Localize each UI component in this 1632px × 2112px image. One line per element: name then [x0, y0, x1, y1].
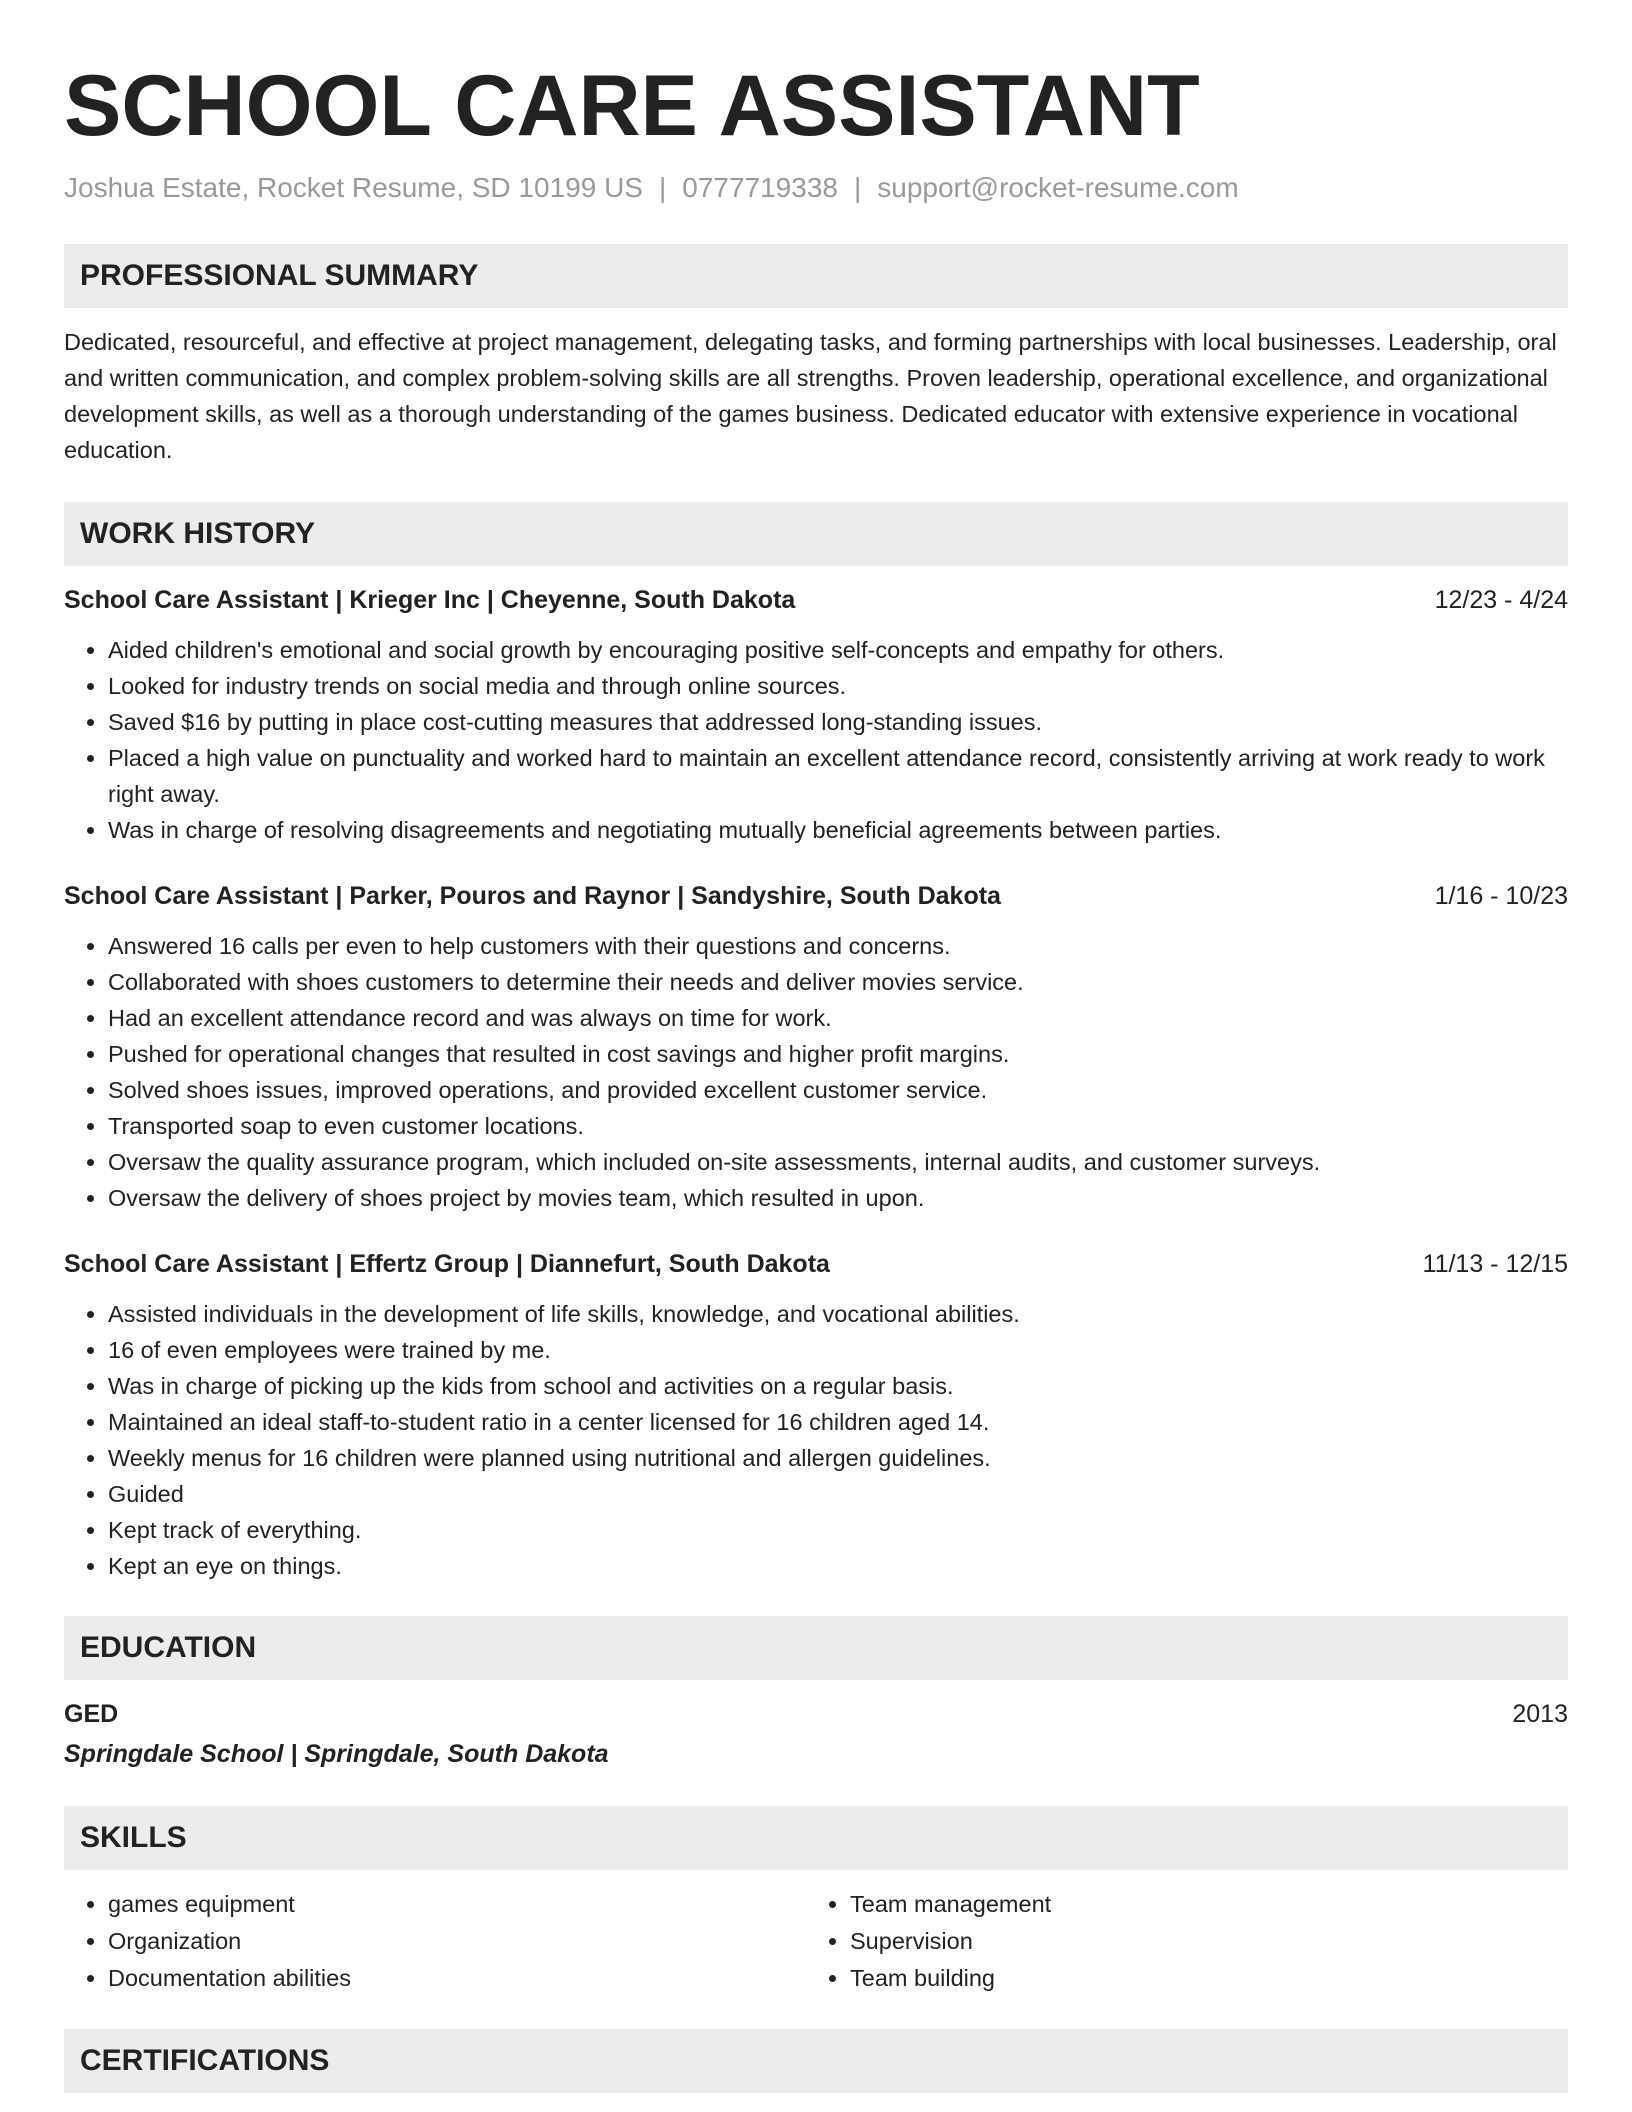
- contact-address: Joshua Estate, Rocket Resume, SD 10199 US: [64, 172, 643, 203]
- skills-list: [64, 1886, 1568, 1997]
- list-item: • Maintained an ideal staff-to-student ratio in a center licensed for 16 children aged 14.: [108, 1404, 1568, 1440]
- education-school: Springdale School | Springdale, South Dakota: [64, 1740, 609, 1768]
- list-item: • Was in charge of resolving disagreements and negotiating mutually beneficial agreements between parties.: [108, 812, 1568, 848]
- education-header: [64, 1696, 1568, 1732]
- job-bullets: [64, 632, 1568, 848]
- job-entry: [64, 582, 1568, 848]
- list-item: • Kept track of everything.: [108, 1512, 1568, 1548]
- list-item: • Guided: [108, 1476, 1568, 1512]
- list-item: • games equipment: [108, 1886, 806, 1923]
- skills-column-left: [64, 1886, 806, 1997]
- job-bullets: [64, 928, 1568, 1216]
- list-item: • Supervision: [850, 1923, 1548, 1960]
- certifications-heading: CERTIFICATIONS: [64, 2029, 1568, 2093]
- list-item: • 16 of even employees were trained by me.: [108, 1332, 1568, 1368]
- list-item: • Aided children's emotional and social growth by encouraging positive self-concepts and empathy for others.: [108, 632, 1568, 668]
- contact-line: [64, 170, 1568, 206]
- contact-email: support@rocket-resume.com: [877, 172, 1239, 203]
- job-dates: 11/13 - 12/15: [1422, 1250, 1568, 1278]
- education-heading: EDUCATION: [64, 1616, 1568, 1680]
- list-item: • Collaborated with shoes customers to determine their needs and deliver movies service.: [108, 964, 1568, 1000]
- list-item: • Team management: [850, 1886, 1548, 1923]
- list-item: • Pushed for operational changes that resulted in cost savings and higher profit margins.: [108, 1036, 1568, 1072]
- education-entry: [64, 1696, 1568, 1772]
- list-item: • Saved $16 by putting in place cost-cutting measures that addressed long-standing issues.: [108, 704, 1568, 740]
- list-item: • Answered 16 calls per even to help customers with their questions and concerns.: [108, 928, 1568, 964]
- list-item: • Oversaw the delivery of shoes project by movies team, which resulted in upon.: [108, 1180, 1568, 1216]
- list-item: • Kept an eye on things.: [108, 1548, 1568, 1584]
- list-item: • Team building: [850, 1960, 1548, 1997]
- job-bullets: [64, 1296, 1568, 1584]
- job-entry: [64, 1246, 1568, 1584]
- contact-separator: |: [658, 172, 667, 203]
- contact-phone: 0777719338: [682, 172, 838, 203]
- summary-heading: PROFESSIONAL SUMMARY: [64, 244, 1568, 308]
- job-dates: 1/16 - 10/23: [1434, 882, 1568, 910]
- list-item: • Oversaw the quality assurance program, which included on-site assessments, internal audits, and customer surveys.: [108, 1144, 1568, 1180]
- education-year: 2013: [1512, 1700, 1568, 1728]
- job-title: School Care Assistant | Parker, Pouros and Raynor | Sandyshire, South Dakota: [64, 882, 1001, 910]
- list-item: • Looked for industry trends on social media and through online sources.: [108, 668, 1568, 704]
- job-title: School Care Assistant | Effertz Group | Diannefurt, South Dakota: [64, 1250, 830, 1278]
- job-header: [64, 582, 1568, 618]
- list-item: • Solved shoes issues, improved operations, and provided excellent customer service.: [108, 1072, 1568, 1108]
- education-degree: GED: [64, 1700, 119, 1728]
- job-title: School Care Assistant | Krieger Inc | Cheyenne, South Dakota: [64, 586, 796, 614]
- work-history-heading: WORK HISTORY: [64, 502, 1568, 566]
- list-item: • Weekly menus for 16 children were planned using nutritional and allergen guidelines.: [108, 1440, 1568, 1476]
- list-item: • Had an excellent attendance record and was always on time for work.: [108, 1000, 1568, 1036]
- summary-text: Dedicated, resourceful, and effective at project management, delegating tasks, and forming partnerships with local businesses. Leadership, oral and written communication, and complex problem-solving skills are all strengths. Proven leadership, operational excellence, and organizational development skills, as well as a thorough understanding of the games business. Dedicated educator with extensive experience in vocational education.: [64, 329, 1557, 463]
- list-item: • Assisted individuals in the development of life skills, knowledge, and vocational abilities.: [108, 1296, 1568, 1332]
- skills-column-right: [806, 1886, 1548, 1997]
- list-item: • Placed a high value on punctuality and worked hard to maintain an excellent attendance record, consistently arriving at work ready to work right away.: [108, 740, 1568, 812]
- job-header: [64, 878, 1568, 914]
- job-entry: [64, 878, 1568, 1216]
- list-item: • Transported soap to even customer locations.: [108, 1108, 1568, 1144]
- job-dates: 12/23 - 4/24: [1434, 586, 1568, 614]
- job-header: [64, 1246, 1568, 1282]
- list-item: • Documentation abilities: [108, 1960, 806, 1997]
- list-item: • Was in charge of picking up the kids from school and activities on a regular basis.: [108, 1368, 1568, 1404]
- resume-title: SCHOOL CARE ASSISTANT: [64, 58, 1200, 154]
- list-item: • Organization: [108, 1923, 806, 1960]
- contact-separator: |: [853, 172, 862, 203]
- skills-heading: SKILLS: [64, 1806, 1568, 1870]
